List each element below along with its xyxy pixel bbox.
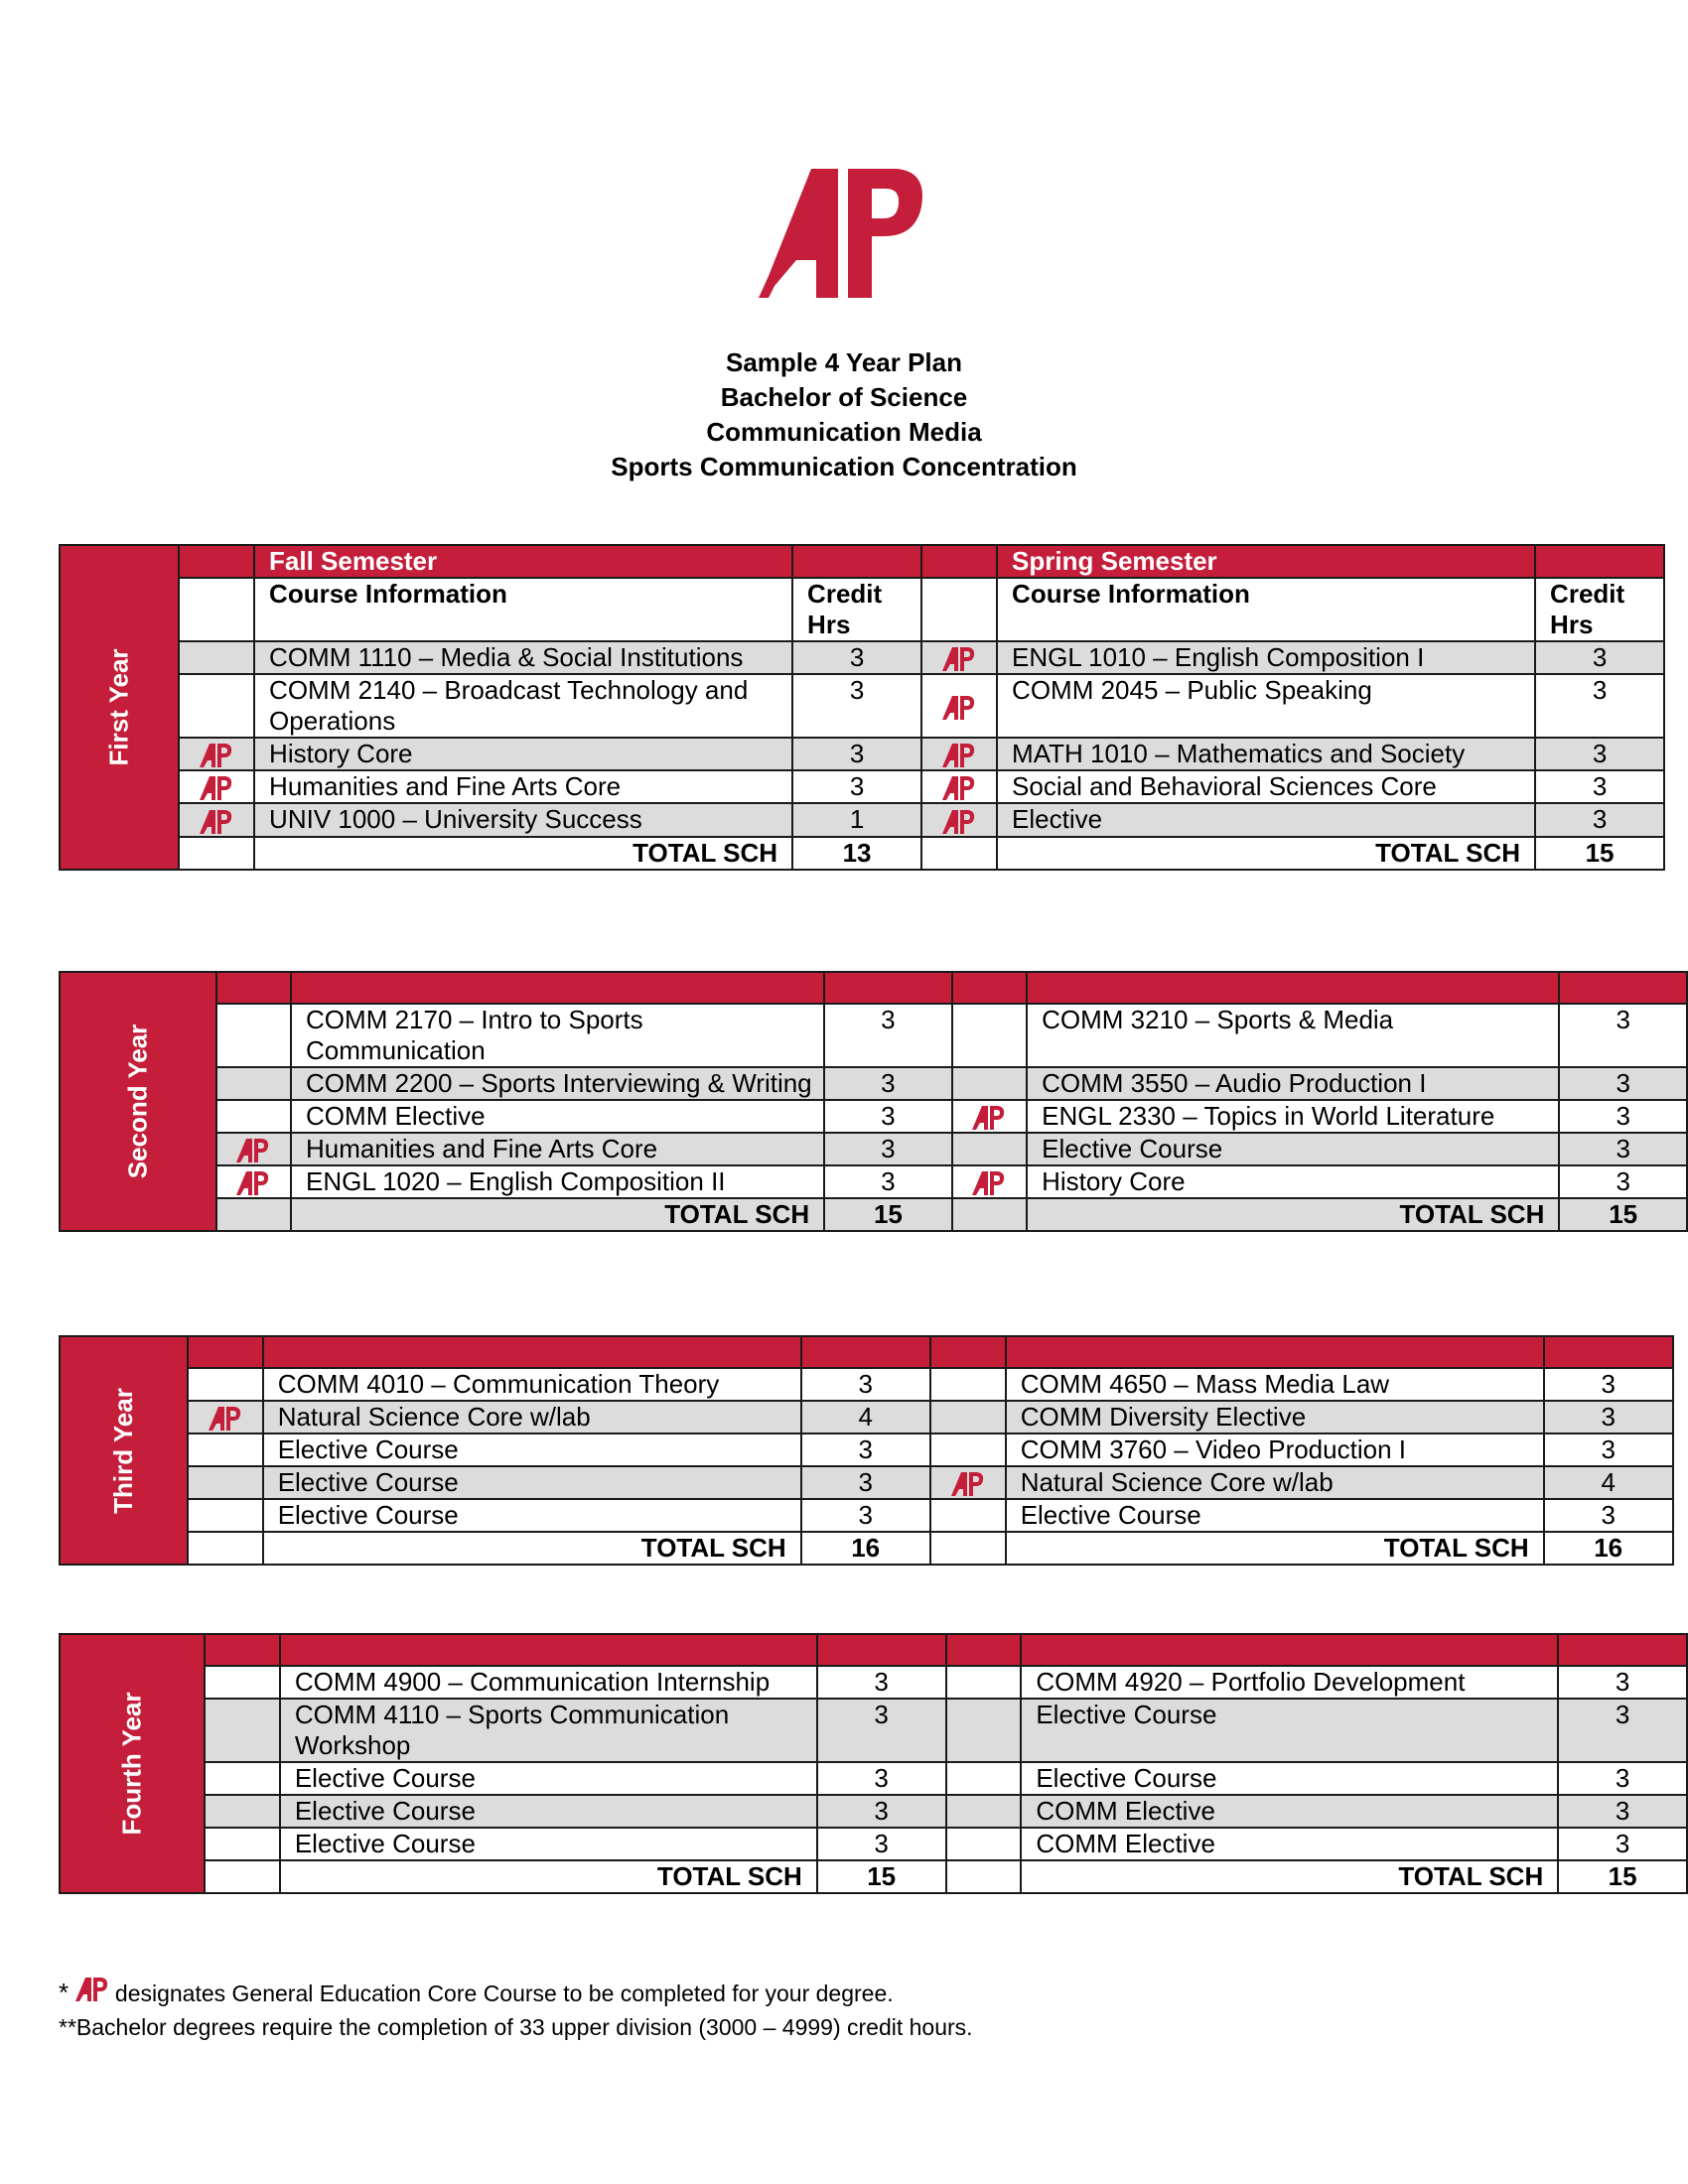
spring-course: Social and Behavioral Sciences Core (997, 770, 1535, 803)
fall-course: Elective Course (280, 1795, 817, 1828)
fall-core-marker (205, 1795, 280, 1828)
footnote-star: * (59, 1978, 70, 2007)
fall-core-marker (216, 1067, 291, 1100)
spring-course: ENGL 2330 – Topics in World Literature (1027, 1100, 1559, 1133)
fall-core-marker (179, 674, 254, 738)
total-row (60, 1198, 1687, 1231)
spring-semester-header: Spring Semester (997, 545, 1535, 578)
spring-credit-hrs: 3 (1558, 1699, 1687, 1762)
year-label-cell (60, 1336, 188, 1565)
course-row (60, 738, 1664, 770)
ap-core-icon (200, 808, 233, 836)
spring-core-marker (946, 1795, 1022, 1828)
course-info-header: Course Information (997, 578, 1535, 641)
ap-core-icon (972, 1104, 1006, 1132)
spring-course: COMM 3760 – Video Production I (1006, 1433, 1544, 1466)
spring-core-marker (946, 1828, 1022, 1860)
fall-credit-hrs: 3 (792, 770, 921, 803)
spring-total: 15 (1559, 1198, 1687, 1231)
spring-course: COMM 4650 – Mass Media Law (1006, 1368, 1544, 1401)
semester-header-row (60, 1336, 1673, 1368)
fall-semester-header: Fall Semester (254, 545, 792, 578)
fall-core-marker (188, 1466, 263, 1499)
fall-core-marker (179, 770, 254, 803)
course-row (60, 803, 1664, 836)
spring-total: 15 (1558, 1860, 1687, 1893)
course-row (60, 1401, 1673, 1433)
fall-course: Elective Course (263, 1433, 801, 1466)
ap-core-icon (942, 774, 976, 802)
fall-total-label: TOTAL SCH (291, 1198, 824, 1231)
year-label-cell (60, 1634, 205, 1893)
fall-total-label: TOTAL SCH (280, 1860, 817, 1893)
year-label: Third Year (107, 1387, 138, 1514)
ap-core-icon (236, 1169, 270, 1197)
year-label: Fourth Year (116, 1692, 147, 1836)
fall-core-marker (216, 1165, 291, 1198)
fall-core-marker (179, 738, 254, 770)
fall-credit-hrs: 3 (817, 1762, 946, 1795)
fall-core-marker (205, 1762, 280, 1795)
course-row (60, 1828, 1687, 1860)
ap-core-icon (236, 1137, 270, 1164)
fall-course: COMM 2140 – Broadcast Technology and Operations (254, 674, 792, 738)
spring-core-marker (930, 1499, 1006, 1532)
fall-core-marker (216, 1133, 291, 1165)
year-table (59, 1335, 1674, 1566)
ap-core-icon (209, 1405, 242, 1433)
spring-core-marker (952, 1165, 1027, 1198)
course-info-header: Course Information (254, 578, 792, 641)
fall-course: History Core (254, 738, 792, 770)
fall-course: COMM Elective (291, 1100, 824, 1133)
spring-course: COMM 3210 – Sports & Media (1027, 1004, 1559, 1067)
fall-core-marker (188, 1499, 263, 1532)
fall-credit-hrs: 3 (817, 1795, 946, 1828)
spring-credit-hrs: 3 (1535, 674, 1664, 738)
spring-core-marker (952, 1100, 1027, 1133)
total-row (60, 1860, 1687, 1893)
fall-credit-hrs: 4 (801, 1401, 930, 1433)
fall-core-marker (179, 803, 254, 836)
spring-course: Elective Course (1006, 1499, 1544, 1532)
course-row (60, 1004, 1687, 1067)
spring-total-label: TOTAL SCH (1027, 1198, 1559, 1231)
fall-course: Elective Course (263, 1499, 801, 1532)
course-row (60, 1133, 1687, 1165)
spring-core-marker (930, 1466, 1006, 1499)
fall-credit-hrs: 3 (824, 1004, 952, 1067)
fall-course: COMM 1110 – Media & Social Institutions (254, 641, 792, 674)
ap-logo (757, 149, 933, 308)
spring-core-marker (952, 1004, 1027, 1067)
ap-core-icon (942, 694, 976, 722)
spring-course: Elective Course (1027, 1133, 1559, 1165)
spring-core-marker (946, 1762, 1022, 1795)
spring-credit-hrs: 3 (1535, 803, 1664, 836)
fall-course: Natural Science Core w/lab (263, 1401, 801, 1433)
spring-credit-hrs: 3 (1559, 1004, 1687, 1067)
course-row (60, 1666, 1687, 1699)
ap-core-icon (942, 808, 976, 836)
fall-total-label: TOTAL SCH (254, 837, 792, 870)
course-row (60, 1067, 1687, 1100)
spring-core-marker (921, 674, 997, 738)
spring-credit-hrs: 3 (1535, 738, 1664, 770)
spring-total-label: TOTAL SCH (1021, 1860, 1558, 1893)
spring-credit-hrs: 4 (1544, 1466, 1673, 1499)
course-row (60, 1100, 1687, 1133)
fall-credit-hrs: 3 (801, 1368, 930, 1401)
spring-core-marker (952, 1067, 1027, 1100)
course-row (60, 1368, 1673, 1401)
fall-total: 13 (792, 837, 921, 870)
course-row (60, 1699, 1687, 1762)
spring-course: Elective (997, 803, 1535, 836)
spring-core-marker (946, 1666, 1022, 1699)
fall-core-marker (205, 1699, 280, 1762)
spring-credit-hrs: 3 (1544, 1433, 1673, 1466)
spring-core-marker (921, 641, 997, 674)
spring-course: MATH 1010 – Mathematics and Society (997, 738, 1535, 770)
fall-course: COMM 4900 – Communication Internship (280, 1666, 817, 1699)
fall-credit-hrs: 3 (824, 1100, 952, 1133)
course-row (60, 1165, 1687, 1198)
fall-credit-hrs: 3 (792, 641, 921, 674)
fall-credit-hrs: 3 (792, 738, 921, 770)
course-row (60, 1795, 1687, 1828)
spring-total-label: TOTAL SCH (1006, 1532, 1544, 1565)
fall-total: 15 (824, 1198, 952, 1231)
core-footnote-text: designates General Education Core Course to be completed for your degree. (114, 1980, 894, 2006)
spring-total: 16 (1544, 1532, 1673, 1565)
spring-credit-hrs: 3 (1558, 1666, 1687, 1699)
spring-credit-hrs: 3 (1544, 1368, 1673, 1401)
fall-credit-hrs: 3 (801, 1433, 930, 1466)
spring-credit-hrs: 3 (1558, 1828, 1687, 1860)
spring-core-marker (921, 803, 997, 836)
spring-core-marker (952, 1133, 1027, 1165)
spring-total-label: TOTAL SCH (997, 837, 1535, 870)
spring-course: Elective Course (1021, 1762, 1558, 1795)
fall-core-marker (216, 1100, 291, 1133)
fall-credit-hrs: 3 (801, 1499, 930, 1532)
total-row (60, 1532, 1673, 1565)
spring-core-marker (921, 738, 997, 770)
spring-course: Elective Course (1021, 1699, 1558, 1762)
ap-core-icon (942, 645, 976, 673)
title-line-3: Communication Media (706, 417, 982, 447)
ap-core-icon (200, 774, 233, 802)
spring-credit-hrs: 3 (1559, 1133, 1687, 1165)
upper-division-footnote: **Bachelor degrees require the completion of 33 upper division (3000 – 4999) credit hours. (59, 2014, 973, 2040)
course-row (60, 1466, 1673, 1499)
ap-core-icon (200, 742, 233, 769)
spring-credit-hrs: 3 (1558, 1762, 1687, 1795)
spring-core-marker (930, 1401, 1006, 1433)
year-label: First Year (103, 648, 134, 766)
semester-header-row (60, 545, 1664, 578)
fall-credit-hrs: 3 (801, 1466, 930, 1499)
fall-core-marker (188, 1368, 263, 1401)
spring-core-marker (946, 1699, 1022, 1762)
ap-core-icon (942, 742, 976, 769)
course-row (60, 1433, 1673, 1466)
fall-total: 15 (817, 1860, 946, 1893)
fall-course: COMM 2200 – Sports Interviewing & Writing (291, 1067, 824, 1100)
semester-header-row (60, 972, 1687, 1004)
fall-credit-hrs: 3 (824, 1133, 952, 1165)
spring-credit-hrs: 3 (1559, 1165, 1687, 1198)
fall-course: COMM 2170 – Intro to Sports Communication (291, 1004, 824, 1067)
ap-core-icon (972, 1169, 1006, 1197)
plan-title (0, 345, 1688, 484)
footnotes (59, 1976, 973, 2044)
spring-course: COMM Elective (1021, 1828, 1558, 1860)
spring-core-marker (921, 770, 997, 803)
fall-credit-hrs: 1 (792, 803, 921, 836)
title-line-1: Sample 4 Year Plan (726, 347, 962, 377)
spring-core-marker (930, 1368, 1006, 1401)
fall-credit-hrs: 3 (824, 1165, 952, 1198)
year-label: Second Year (122, 1024, 153, 1179)
ap-core-icon (951, 1470, 985, 1498)
title-line-2: Bachelor of Science (720, 382, 968, 412)
year-label-cell (60, 972, 216, 1231)
fall-core-marker (216, 1004, 291, 1067)
spring-core-marker (930, 1433, 1006, 1466)
fall-credit-hrs: 3 (792, 674, 921, 738)
fall-course: Elective Course (263, 1466, 801, 1499)
spring-total: 15 (1535, 837, 1664, 870)
fall-course: COMM 4110 – Sports Communication Workshop (280, 1699, 817, 1762)
spring-course: Natural Science Core w/lab (1006, 1466, 1544, 1499)
total-row (60, 837, 1664, 870)
fall-core-marker (205, 1828, 280, 1860)
spring-course: COMM Elective (1021, 1795, 1558, 1828)
credit-hrs-header: Credit Hrs (792, 578, 921, 641)
fall-course: UNIV 1000 – University Success (254, 803, 792, 836)
course-row (60, 770, 1664, 803)
fall-total: 16 (801, 1532, 930, 1565)
spring-credit-hrs: 3 (1544, 1401, 1673, 1433)
fall-core-marker (179, 641, 254, 674)
fall-credit-hrs: 3 (817, 1666, 946, 1699)
fall-course: COMM 4010 – Communication Theory (263, 1368, 801, 1401)
fall-course: Humanities and Fine Arts Core (291, 1133, 824, 1165)
spring-course: COMM 4920 – Portfolio Development (1021, 1666, 1558, 1699)
spring-course: COMM 2045 – Public Speaking (997, 674, 1535, 738)
fall-credit-hrs: 3 (824, 1067, 952, 1100)
year-table (59, 971, 1688, 1232)
year-label-cell (60, 545, 179, 870)
spring-credit-hrs: 3 (1559, 1100, 1687, 1133)
fall-credit-hrs: 3 (817, 1699, 946, 1762)
course-row (60, 674, 1664, 738)
fall-course: ENGL 1020 – English Composition II (291, 1165, 824, 1198)
spring-credit-hrs: 3 (1558, 1795, 1687, 1828)
spring-credit-hrs: 3 (1535, 770, 1664, 803)
year-table (59, 544, 1665, 871)
fall-credit-hrs: 3 (817, 1828, 946, 1860)
fall-core-marker (188, 1433, 263, 1466)
year-table (59, 1633, 1688, 1894)
fall-course: Elective Course (280, 1762, 817, 1795)
fall-core-marker (188, 1401, 263, 1433)
ap-core-icon (75, 1976, 109, 2003)
spring-credit-hrs: 3 (1535, 641, 1664, 674)
course-row (60, 1499, 1673, 1532)
fall-course: Humanities and Fine Arts Core (254, 770, 792, 803)
fall-total-label: TOTAL SCH (263, 1532, 801, 1565)
spring-course: COMM Diversity Elective (1006, 1401, 1544, 1433)
credit-hrs-header: Credit Hrs (1535, 578, 1664, 641)
fall-course: Elective Course (280, 1828, 817, 1860)
spring-credit-hrs: 3 (1544, 1499, 1673, 1532)
course-row (60, 641, 1664, 674)
spring-course: COMM 3550 – Audio Production I (1027, 1067, 1559, 1100)
core-footnote (59, 1976, 973, 2010)
spring-credit-hrs: 3 (1559, 1067, 1687, 1100)
fall-core-marker (205, 1666, 280, 1699)
column-header-row (60, 578, 1664, 641)
title-line-4: Sports Communication Concentration (611, 452, 1077, 481)
course-row (60, 1762, 1687, 1795)
spring-course: History Core (1027, 1165, 1559, 1198)
semester-header-row (60, 1634, 1687, 1666)
spring-course: ENGL 1010 – English Composition I (997, 641, 1535, 674)
